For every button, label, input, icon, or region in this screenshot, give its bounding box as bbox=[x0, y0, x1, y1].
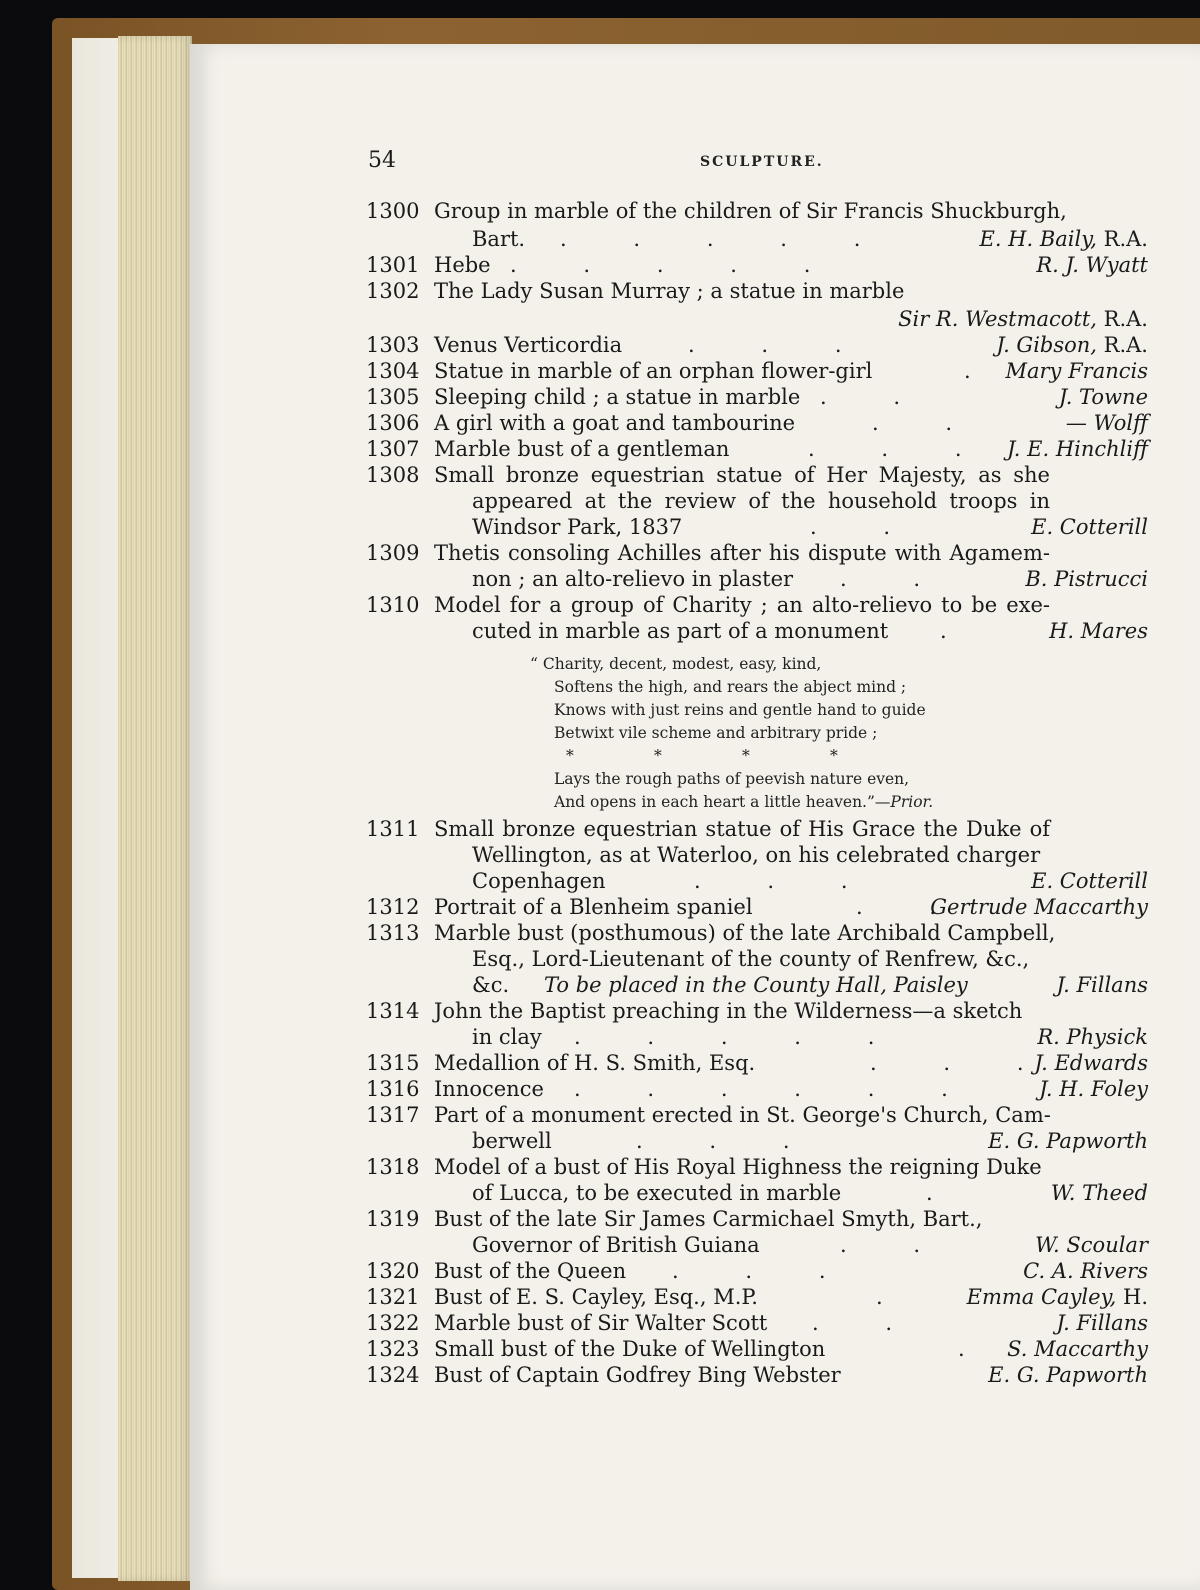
entry-number: 1322 bbox=[366, 1311, 420, 1335]
entry-1308 bbox=[0, 462, 1200, 488]
entry-1322: 1322 Marble bust of Sir Walter Scott . . J. Fillans bbox=[366, 1311, 1148, 1335]
entry-text: Marble bust of a gentleman bbox=[434, 437, 730, 461]
poem-line: “ Charity, decent, modest, easy, kind, bbox=[530, 655, 822, 673]
entry-text: A girl with a goat and tambourine bbox=[434, 411, 796, 435]
entry-artist: S. Maccarthy bbox=[1007, 1337, 1148, 1361]
entry-1314-cont: in clay . . . . . R. Physick bbox=[472, 1025, 1148, 1049]
entry-number: 1302 bbox=[366, 279, 420, 303]
entry-note: To be placed in the County Hall, Paisley bbox=[544, 973, 968, 997]
entry-text: Bart. bbox=[472, 227, 526, 251]
poem-attribution: Prior. bbox=[890, 793, 934, 811]
entry-artist: E. G. Papworth bbox=[988, 1129, 1148, 1153]
entry-1318-cont: of Lucca, to be executed in marble . W. Theed bbox=[472, 1181, 1148, 1205]
entry-artist: E. Cotterill bbox=[1031, 515, 1148, 539]
entry-artist: W. Scoular bbox=[1035, 1233, 1148, 1257]
entry-1309 bbox=[0, 540, 1200, 566]
entry-number: 1316 bbox=[366, 1077, 420, 1101]
entry-text: Venus Verticordia bbox=[434, 333, 623, 357]
entry-text: Innocence bbox=[434, 1077, 544, 1101]
entry-1305: 1305 Sleeping child ; a statue in marble . . J. Towne bbox=[366, 385, 1148, 409]
entry-number: 1301 bbox=[366, 253, 420, 277]
entry-artist: C. A. Rivers bbox=[1023, 1259, 1148, 1283]
entry-text: non ; an alto-relievo in plaster bbox=[472, 567, 794, 591]
entry-text: Governor of British Guiana bbox=[472, 1233, 760, 1257]
entry-text: Marble bust of Sir Walter Scott bbox=[434, 1311, 768, 1335]
entry-text: Bust of Captain Godfrey Bing Webster bbox=[434, 1363, 841, 1387]
entry-1311 bbox=[0, 816, 1200, 842]
entry-text: Esq., Lord-Lieutenant of the county of Renfrew, &c., bbox=[472, 947, 1030, 971]
entry-1301: 1301 Hebe . . . . . R. J. Wyatt bbox=[366, 253, 1148, 277]
entry-1321: 1321 Bust of E. S. Cayley, Esq., M.P. . Emma Cayley, H. bbox=[366, 1285, 1148, 1309]
entry-number: 1306 bbox=[366, 411, 420, 435]
entry-artist: B. Pistrucci bbox=[1025, 567, 1148, 591]
poem-line: Knows with just reins and gentle hand to guide bbox=[554, 701, 926, 719]
entry-text: Copenhagen bbox=[472, 869, 606, 893]
entry-text: Small bronze equestrian statue of His Grace the Duke of bbox=[434, 817, 1050, 841]
entry-number: 1310 bbox=[366, 593, 420, 617]
entry-artist: J. Fillans bbox=[1056, 973, 1148, 997]
entry-text: Portrait of a Blenheim spaniel bbox=[434, 895, 753, 919]
entry-number: 1308 bbox=[366, 463, 420, 487]
entry-1318 bbox=[0, 1154, 1200, 1180]
entry-artist: R. J. Wyatt bbox=[1036, 253, 1148, 277]
entry-1313-cont bbox=[0, 946, 1200, 972]
entry-text: Bust of the late Sir James Carmichael Smyth, Bart., bbox=[434, 1207, 983, 1231]
entry-1323: 1323 Small bust of the Duke of Wellington . S. Maccarthy bbox=[366, 1337, 1148, 1361]
entry-number: 1317 bbox=[366, 1103, 420, 1127]
entry-artist: J. H. Foley bbox=[1039, 1077, 1148, 1101]
poem-quote bbox=[530, 653, 990, 814]
page-header bbox=[0, 148, 1200, 178]
entry-number: 1312 bbox=[366, 895, 420, 919]
entry-number: 1314 bbox=[366, 999, 420, 1023]
entry-artist: E. H. Baily, R.A. bbox=[979, 227, 1148, 251]
entry-1319 bbox=[0, 1206, 1200, 1232]
entry-number: 1318 bbox=[366, 1155, 420, 1179]
entry-1306: 1306 A girl with a goat and tambourine . . — Wolff bbox=[366, 411, 1148, 435]
entry-1324 bbox=[0, 1362, 1200, 1388]
entry-1317-cont: berwell . . . E. G. Papworth bbox=[472, 1129, 1148, 1153]
entry-artist: — Wolff bbox=[1065, 411, 1148, 435]
entry-artist: Sir R. Westmacott, R.A. bbox=[898, 307, 1148, 331]
entry-artist: H. Mares bbox=[1049, 619, 1148, 643]
entry-1302-artist bbox=[0, 306, 1200, 332]
poem-line: Betwixt vile scheme and arbitrary pride ; bbox=[554, 724, 878, 742]
entry-text: Model for a group of Charity ; an alto-relievo to be exe- bbox=[434, 593, 1050, 617]
entry-text: Small bronze equestrian statue of Her Majesty, as she bbox=[434, 463, 1050, 487]
entry-artist: E. G. Papworth bbox=[988, 1363, 1148, 1387]
entry-number: 1309 bbox=[366, 541, 420, 565]
entry-number: 1300 bbox=[366, 199, 420, 223]
entry-text: Windsor Park, 1837 bbox=[472, 515, 683, 539]
entry-1307: 1307 Marble bust of a gentleman . . . J. E. Hinchliff bbox=[366, 437, 1148, 461]
poem-line: Lays the rough paths of peevish nature even, bbox=[554, 770, 910, 788]
entry-1315: 1315 Medallion of H. S. Smith, Esq. . . . J. Edwards bbox=[366, 1051, 1148, 1075]
entry-number: 1307 bbox=[366, 437, 420, 461]
entry-text: Small bust of the Duke of Wellington bbox=[434, 1337, 826, 1361]
running-head: SCULPTURE. bbox=[700, 154, 824, 170]
entry-artist: J. Fillans bbox=[1056, 1311, 1148, 1335]
entry-1303: 1303 Venus Verticordia . . . J. Gibson, R.A. bbox=[366, 333, 1148, 357]
entry-1313-cont2 bbox=[0, 972, 1200, 998]
entry-text: Bust of E. S. Cayley, Esq., M.P. bbox=[434, 1285, 758, 1309]
entry-1316: 1316 Innocence . . . . . . J. H. Foley bbox=[366, 1077, 1148, 1101]
entry-artist: J. Edwards bbox=[1034, 1051, 1148, 1075]
entry-number: 1321 bbox=[366, 1285, 420, 1309]
entry-number: 1305 bbox=[366, 385, 420, 409]
entry-1304: 1304 Statue in marble of an orphan flower-girl . Mary Francis bbox=[366, 359, 1148, 383]
entry-text: &c. bbox=[472, 973, 510, 997]
entry-number: 1320 bbox=[366, 1259, 420, 1283]
entry-1320: 1320 Bust of the Queen . . . C. A. Rivers bbox=[366, 1259, 1148, 1283]
entry-text: Group in marble of the children of Sir Francis Shuckburgh, bbox=[434, 199, 1067, 223]
entry-1311-cont2: Copenhagen . . . E. Cotterill bbox=[472, 869, 1148, 893]
entry-1313 bbox=[0, 920, 1200, 946]
entry-number: 1315 bbox=[366, 1051, 420, 1075]
entry-text: of Lucca, to be executed in marble bbox=[472, 1181, 842, 1205]
entry-number: 1324 bbox=[366, 1363, 420, 1387]
entry-artist: E. Cotterill bbox=[1031, 869, 1148, 893]
entry-text: berwell bbox=[472, 1129, 552, 1153]
entry-number: 1319 bbox=[366, 1207, 420, 1231]
entry-text: appeared at the review of the household troops in bbox=[472, 489, 1050, 513]
entry-text: Medallion of H. S. Smith, Esq. bbox=[434, 1051, 756, 1075]
entry-1308-cont bbox=[0, 488, 1200, 514]
entry-artist: Gertrude Maccarthy bbox=[930, 895, 1148, 919]
entry-artist: R. Physick bbox=[1037, 1025, 1148, 1049]
entry-1310-cont: cuted in marble as part of a monument . H. Mares bbox=[472, 619, 1148, 643]
entry-text: Part of a monument erected in St. George's Church, Cam- bbox=[434, 1103, 1051, 1127]
entry-1311-cont bbox=[0, 842, 1200, 868]
entry-1309-cont: non ; an alto-relievo in plaster . . B. Pistrucci bbox=[472, 567, 1148, 591]
entry-text: Bust of the Queen bbox=[434, 1259, 627, 1283]
page-number: 54 bbox=[368, 148, 396, 173]
poem-line: And opens in each heart a little heaven.”—Prior. bbox=[554, 793, 934, 811]
entry-artist: Mary Francis bbox=[1005, 359, 1148, 383]
entry-number: 1303 bbox=[366, 333, 420, 357]
entry-text: Hebe bbox=[434, 253, 491, 277]
entry-artist: J. Towne bbox=[1058, 385, 1148, 409]
entry-text: Model of a bust of His Royal Highness the reigning Duke bbox=[434, 1155, 1042, 1179]
entry-number: 1311 bbox=[366, 817, 420, 841]
entry-text: Sleeping child ; a statue in marble bbox=[434, 385, 801, 409]
entry-1317 bbox=[0, 1102, 1200, 1128]
entry-1319-cont: Governor of British Guiana . . W. Scoular bbox=[472, 1233, 1148, 1257]
entry-artist: Emma Cayley, H. bbox=[966, 1285, 1148, 1309]
entry-1310 bbox=[0, 592, 1200, 618]
entry-1314 bbox=[0, 998, 1200, 1024]
entry-number: 1313 bbox=[366, 921, 420, 945]
entry-1300-cont: Bart. . . . . . E. H. Baily, R.A. bbox=[472, 227, 1148, 251]
entry-text: John the Baptist preaching in the Wilderness—a sketch bbox=[434, 999, 1023, 1023]
poem-ellipsis: * * * * bbox=[566, 747, 838, 765]
entry-text: in clay bbox=[472, 1025, 542, 1049]
entry-number: 1304 bbox=[366, 359, 420, 383]
poem-line: Softens the high, and rears the abject mind ; bbox=[554, 678, 907, 696]
entry-artist: J. E. Hinchliff bbox=[1007, 437, 1148, 461]
entry-text: Marble bust (posthumous) of the late Archibald Campbell, bbox=[434, 921, 1056, 945]
entry-artist: J. Gibson, R.A. bbox=[996, 333, 1148, 357]
entry-text: Wellington, as at Waterloo, on his celebrated charger bbox=[472, 843, 1041, 867]
entry-number: 1323 bbox=[366, 1337, 420, 1361]
entry-1300 bbox=[0, 198, 1200, 224]
entry-1302 bbox=[0, 278, 1200, 304]
entry-artist: W. Theed bbox=[1050, 1181, 1148, 1205]
entry-text: The Lady Susan Murray ; a statue in marble bbox=[434, 279, 905, 303]
entry-1308-cont2: Windsor Park, 1837 . . E. Cotterill bbox=[472, 515, 1148, 539]
entry-text: Statue in marble of an orphan flower-girl bbox=[434, 359, 873, 383]
entry-text: Thetis consoling Achilles after his dispute with Agamem- bbox=[434, 541, 1050, 565]
entry-1312: 1312 Portrait of a Blenheim spaniel . . Gertrude Maccarthy bbox=[366, 895, 1148, 919]
entry-text: cuted in marble as part of a monument bbox=[472, 619, 889, 643]
